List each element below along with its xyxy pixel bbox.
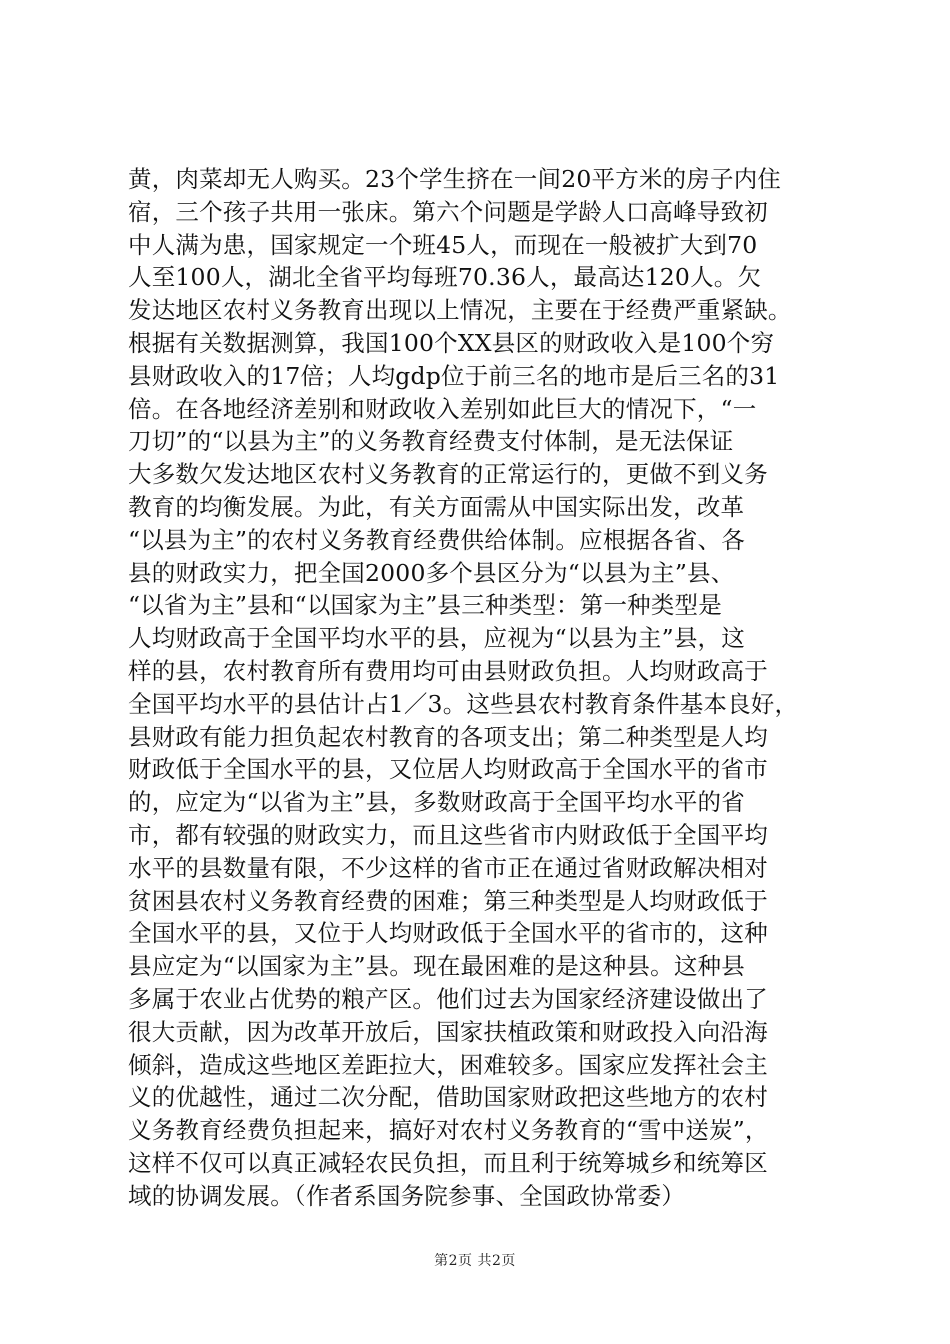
text-line: 域的协调发展。（作者系国务院参事、全国政协常委） <box>128 1181 686 1210</box>
text-line: 市，都有较强的财政实力，而且这些省市内财政低于全国平均 <box>128 820 768 849</box>
text-line: 这样不仅可以真正减轻农民负担，而且利于统筹城乡和统筹区 <box>128 1148 768 1177</box>
text-line: 全国水平的县，又位于人均财政低于全国水平的省市的，这种 <box>128 919 768 948</box>
text-line: 根据有关数据测算，我国100个XX县区的财政收入是100个穷 <box>128 328 775 357</box>
text-line: 县财政有能力担负起农村教育的各项支出；第二种类型是人均 <box>128 722 768 751</box>
text-line: 人至100人，湖北全省平均每班70.36人，最高达120人。欠 <box>128 263 762 292</box>
text-line: “以省为主”县和“以国家为主”县三种类型：第一种类型是 <box>128 591 722 620</box>
text-line: 县的财政实力，把全国2000多个县区分为“以县为主”县、 <box>128 558 735 587</box>
text-line: 大多数欠发达地区农村义务教育的正常运行的，更做不到义务 <box>128 460 768 489</box>
text-line: 县应定为“以国家为主”县。现在最困难的是这种县。这种县 <box>128 952 745 981</box>
text-line: 县财政收入的17倍；人均gdp位于前三名的地市是后三名的31 <box>128 361 780 390</box>
text-line: “以县为主”的农村义务教育经费供给体制。应根据各省、各 <box>128 525 745 554</box>
text-line: 发达地区农村义务教育出现以上情况，主要在于经费严重紧缺。 <box>128 296 792 325</box>
text-line: 义务教育经费负担起来，搞好对农村义务教育的“雪中送炭”， <box>128 1116 769 1145</box>
text-line: 义的优越性，通过二次分配，借助国家财政把这些地方的农村 <box>128 1083 768 1112</box>
text-line: 贫困县农村义务教育经费的困难；第三种类型是人均财政低于 <box>128 886 768 915</box>
page-number-footer: 第2页 共2页 <box>434 1253 516 1269</box>
body-text <box>128 163 848 1213</box>
text-line: 宿，三个孩子共用一张床。第六个问题是学龄人口高峰导致初 <box>128 197 768 226</box>
text-line: 黄，肉菜却无人购买。23个学生挤在一间20平方米的房子内住 <box>128 165 782 193</box>
text-line: 很大贡献，因为改革开放后，国家扶植政策和财政投入向沿海 <box>128 1017 768 1046</box>
text-line: 刀切”的“以县为主”的义务教育经费支付体制，是无法保证 <box>128 427 734 456</box>
text-line: 样的县，农村教育所有费用均可由县财政负担。人均财政高于 <box>128 656 768 685</box>
text-line: 中人满为患，国家规定一个班45人，而现在一般被扩大到70 <box>128 230 758 259</box>
text-line: 人均财政高于全国平均水平的县，应视为“以县为主”县，这 <box>128 624 745 653</box>
text-line: 财政低于全国水平的县，又位居人均财政高于全国水平的省市 <box>128 755 768 784</box>
text-line: 教育的均衡发展。为此，有关方面需从中国实际出发，改革 <box>128 492 745 521</box>
text-line: 的，应定为“以省为主”县，多数财政高于全国平均水平的省 <box>128 788 745 817</box>
text-line: 全国平均水平的县估计占1／3。这些县农村教育条件基本良好， <box>128 689 799 718</box>
text-line: 水平的县数量有限，不少这样的省市正在通过省财政解决相对 <box>128 853 768 882</box>
text-line: 倾斜，造成这些地区差距拉大，困难较多。国家应发挥社会主 <box>128 1050 768 1079</box>
text-line: 倍。在各地经济差别和财政收入差别如此巨大的情况下，“一 <box>128 394 757 423</box>
text-line: 多属于农业占优势的粮产区。他们过去为国家经济建设做出了 <box>128 984 768 1013</box>
